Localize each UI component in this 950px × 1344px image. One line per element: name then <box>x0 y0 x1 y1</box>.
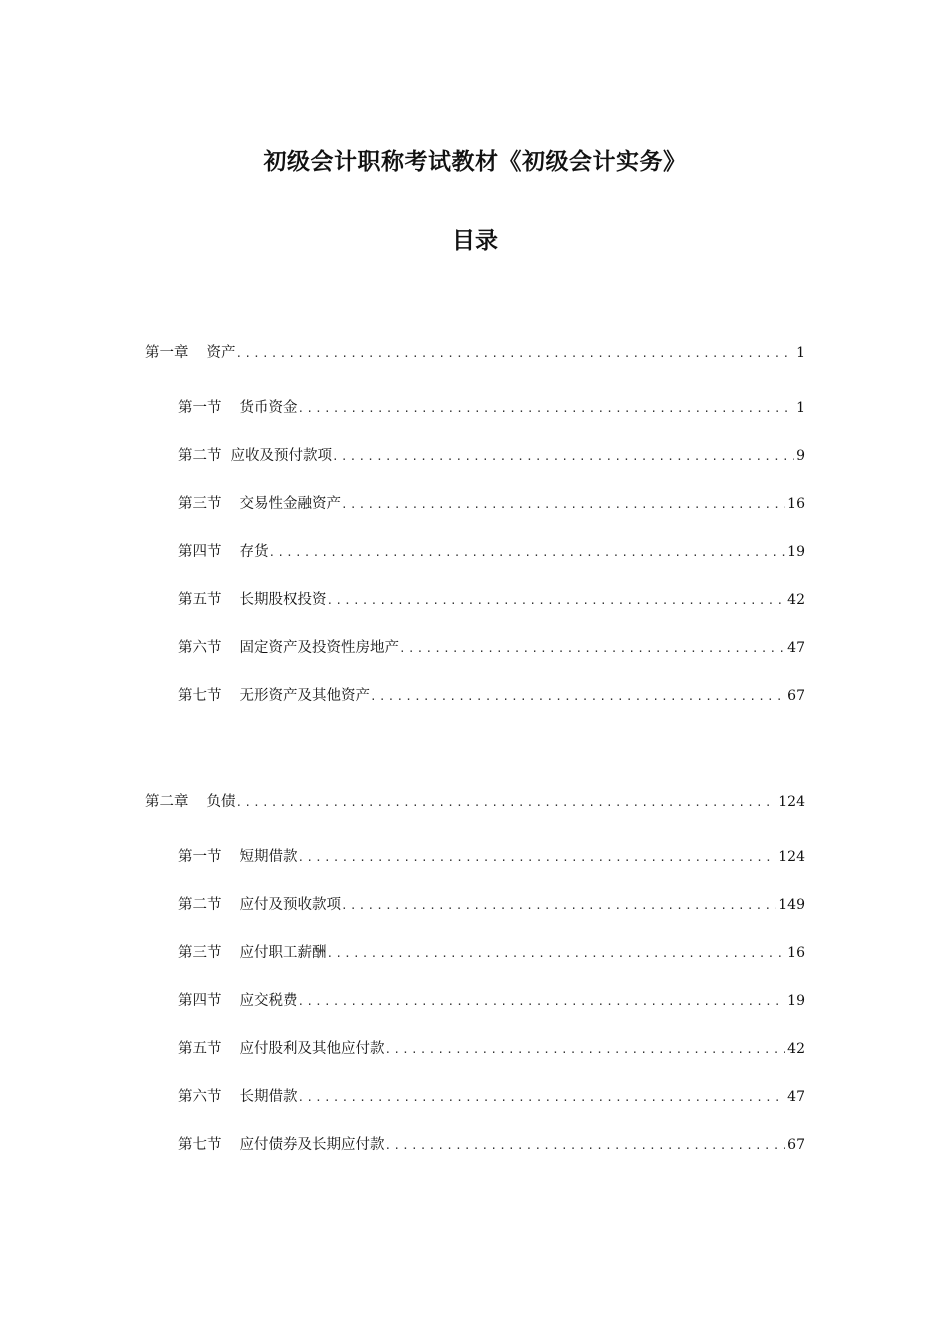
page-number: 9 <box>796 448 805 464</box>
section-title: 长期股权投资 <box>239 592 327 608</box>
section-title: 存货 <box>239 544 269 560</box>
page-number: 16 <box>787 496 805 512</box>
section-title: 无形资产及其他资产 <box>239 688 370 704</box>
toc-section-1-3[interactable] <box>178 494 805 514</box>
dot-leader <box>332 447 794 466</box>
section-number: 第七节 <box>178 688 222 704</box>
section-title: 应付职工薪酬 <box>239 945 327 961</box>
chapter-number: 第一章 <box>145 345 189 361</box>
section-title: 应付债券及长期应付款 <box>239 1137 385 1153</box>
chapter-number: 第二章 <box>145 794 189 810</box>
toc-chapter-1[interactable] <box>145 343 805 363</box>
dot-leader <box>298 992 786 1011</box>
section-title: 应付及预收款项 <box>239 897 341 913</box>
dot-leader <box>327 944 786 963</box>
dot-leader <box>399 639 785 658</box>
dot-leader <box>236 793 777 812</box>
section-number: 第四节 <box>178 544 222 560</box>
section-title: 交易性金融资产 <box>239 496 341 512</box>
toc-section-1-7[interactable] <box>178 686 805 706</box>
page-number: 19 <box>787 544 805 560</box>
section-number: 第六节 <box>178 640 222 656</box>
section-number: 第五节 <box>178 592 222 608</box>
section-number: 第六节 <box>178 1089 222 1105</box>
section-title: 应交税费 <box>239 993 298 1009</box>
toc-section-2-5[interactable] <box>178 1039 805 1059</box>
section-title: 短期借款 <box>239 849 298 865</box>
page-number: 42 <box>787 592 805 608</box>
section-title: 货币资金 <box>239 400 298 416</box>
toc-section-1-1[interactable] <box>178 398 805 418</box>
dot-leader <box>341 495 785 514</box>
dot-leader <box>298 848 777 867</box>
page-number: 1 <box>796 400 805 416</box>
toc-heading: 目录 <box>452 227 498 254</box>
section-number: 第五节 <box>178 1041 222 1057</box>
chapter-title: 负债 <box>206 794 236 810</box>
page-number: 19 <box>787 993 805 1009</box>
dot-leader <box>298 399 795 418</box>
toc-section-1-2[interactable] <box>178 446 805 466</box>
toc-chapter-2[interactable] <box>145 792 805 812</box>
toc-section-1-4[interactable] <box>178 542 805 562</box>
toc-section-1-5[interactable] <box>178 590 805 610</box>
section-number: 第四节 <box>178 993 222 1009</box>
section-number: 第三节 <box>178 496 222 512</box>
section-number: 第七节 <box>178 1137 222 1153</box>
page-number: 47 <box>787 1089 805 1105</box>
toc-section-2-7[interactable] <box>178 1135 805 1155</box>
page-number: 149 <box>778 897 805 913</box>
section-number: 第二节 <box>178 448 222 464</box>
dot-leader <box>385 1136 786 1155</box>
chapter-title: 资产 <box>206 345 236 361</box>
dot-leader <box>327 591 786 610</box>
page-number: 124 <box>778 794 805 810</box>
toc-section-2-1[interactable] <box>178 847 805 867</box>
toc-section-2-4[interactable] <box>178 991 805 1011</box>
dot-leader <box>269 543 786 562</box>
page-number: 67 <box>787 1137 805 1153</box>
page-number: 16 <box>787 945 805 961</box>
section-number: 第二节 <box>178 897 222 913</box>
dot-leader <box>385 1040 786 1059</box>
section-number: 第一节 <box>178 400 222 416</box>
page-number: 67 <box>787 688 805 704</box>
page-number: 124 <box>778 849 805 865</box>
dot-leader <box>236 344 795 363</box>
page-number: 1 <box>796 345 805 361</box>
toc-section-2-3[interactable] <box>178 943 805 963</box>
toc-section-2-2[interactable] <box>178 895 805 915</box>
dot-leader <box>341 896 776 915</box>
section-number: 第三节 <box>178 945 222 961</box>
page-number: 42 <box>787 1041 805 1057</box>
dot-leader <box>298 1088 786 1107</box>
page-number: 47 <box>787 640 805 656</box>
section-title: 固定资产及投资性房地产 <box>239 640 399 656</box>
document-title: 初级会计职称考试教材《初级会计实务》 <box>263 148 687 175</box>
dot-leader <box>370 687 785 706</box>
toc-section-2-6[interactable] <box>178 1087 805 1107</box>
section-title: 应收及预付款项 <box>230 448 332 464</box>
toc-section-1-6[interactable] <box>178 638 805 658</box>
section-title: 应付股利及其他应付款 <box>239 1041 385 1057</box>
section-title: 长期借款 <box>239 1089 298 1105</box>
section-number: 第一节 <box>178 849 222 865</box>
